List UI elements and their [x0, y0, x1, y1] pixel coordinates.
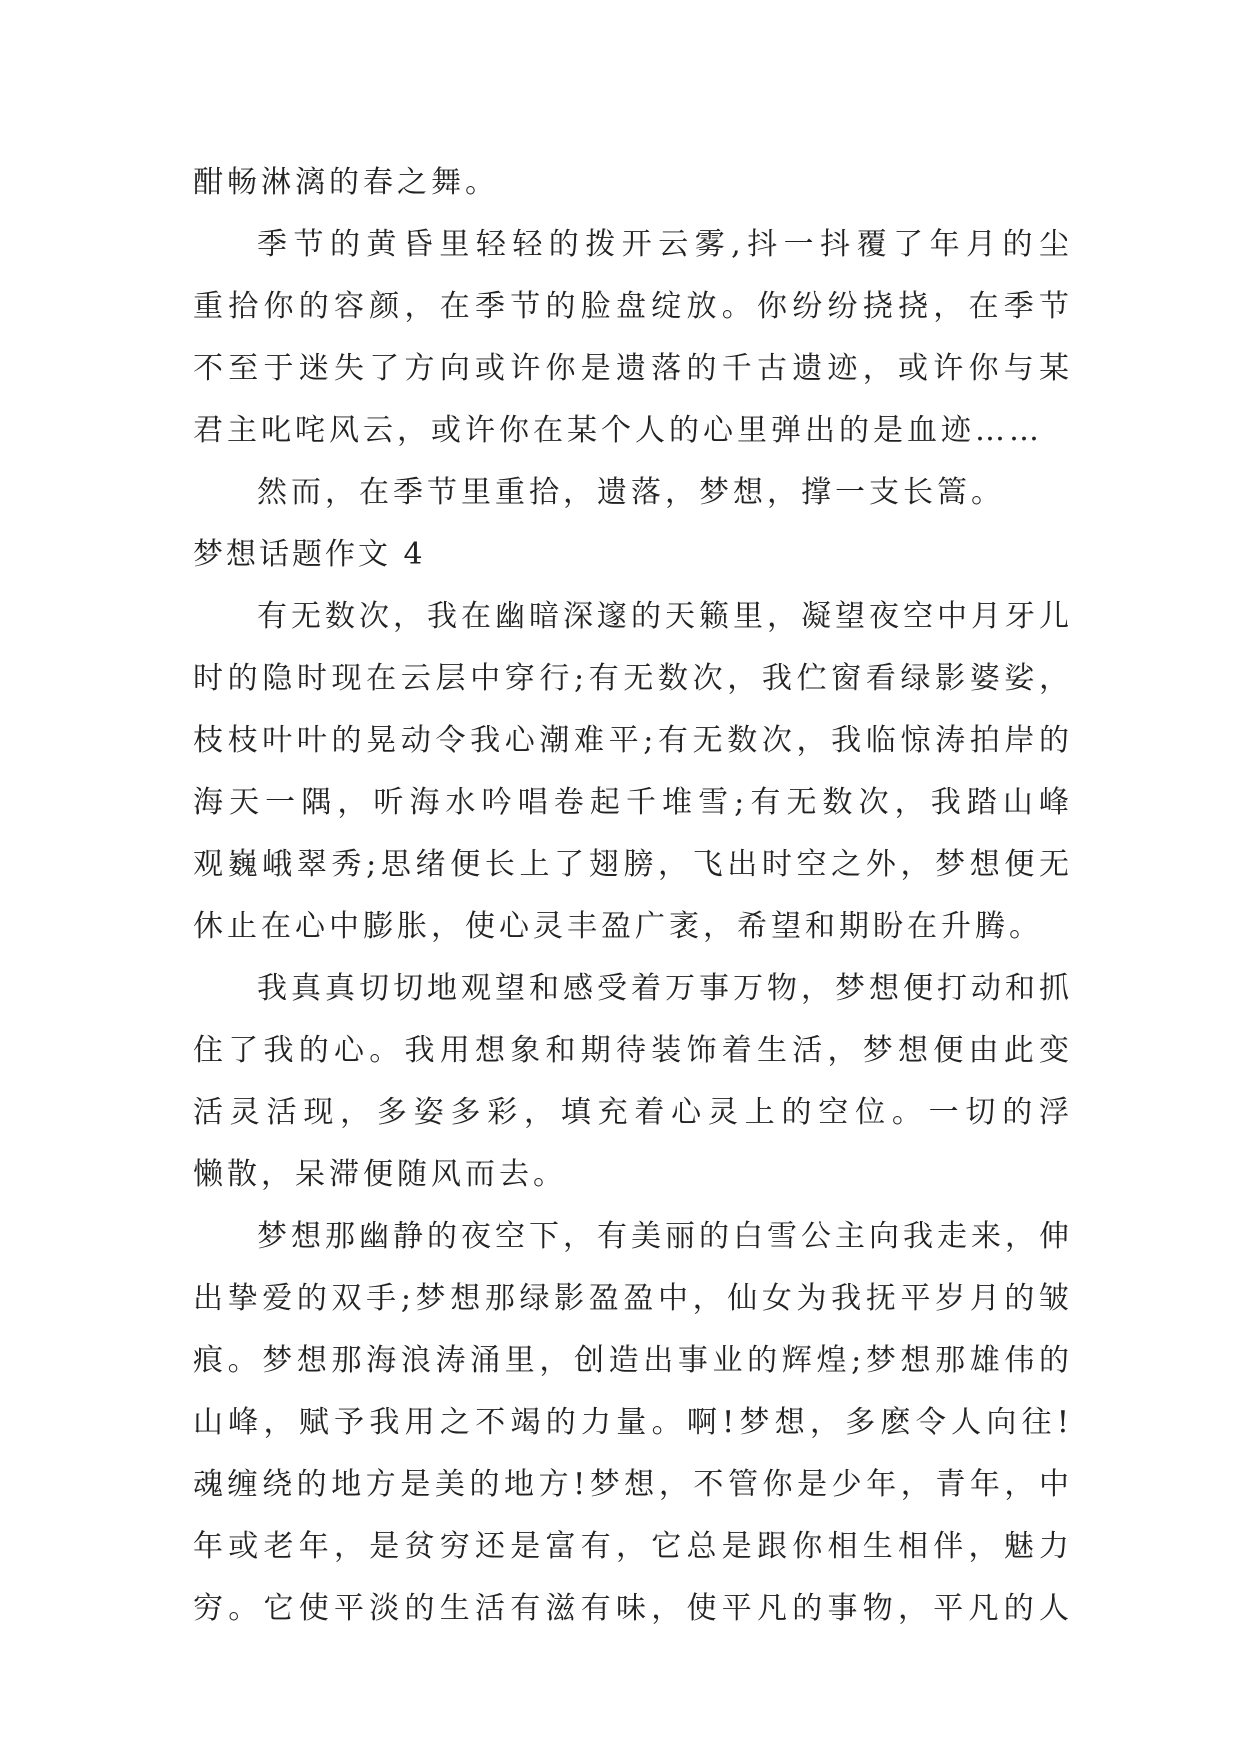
text-line: 活灵活现，多姿多彩，填充着心灵上的空位。一切的浮	[193, 1095, 1073, 1130]
text-line: 重拾你的容颜，在季节的脸盘绽放。你纷纷挠挠，在季节	[193, 289, 1073, 324]
text-line: 山峰，赋予我用之不竭的力量。啊!梦想，多麽令人向往!	[193, 1405, 1073, 1440]
section-heading: 梦想话题作文 4	[193, 537, 426, 572]
text-line: 观巍峨翠秀;思绪便长上了翅膀，飞出时空之外，梦想便无	[193, 847, 1073, 882]
text-line: 季节的黄昏里轻轻的拨开云雾,抖一抖覆了年月的尘	[257, 227, 1073, 262]
text-line: 有无数次，我在幽暗深邃的天籁里，凝望夜空中月牙儿	[257, 599, 1073, 634]
text-line: 年或老年，是贫穷还是富有，它总是跟你相生相伴，魅力	[193, 1529, 1073, 1564]
text-line: 不至于迷失了方向或许你是遗落的千古遗迹，或许你与某	[193, 351, 1073, 386]
text-line: 君主叱咤风云，或许你在某个人的心里弹出的是血迹……	[193, 413, 1043, 448]
text-line: 住了我的心。我用想象和期待装饰着生活，梦想便由此变	[193, 1033, 1073, 1068]
text-line: 我真真切切地观望和感受着万事万物，梦想便打动和抓	[257, 971, 1073, 1006]
text-line: 梦想那幽静的夜空下，有美丽的白雪公主向我走来，伸	[257, 1219, 1073, 1254]
text-line: 懒散，呆滞便随风而去。	[193, 1157, 567, 1192]
text-line: 痕。梦想那海浪涛涌里，创造出事业的辉煌;梦想那雄伟的	[193, 1343, 1073, 1378]
text-line: 时的隐时现在云层中穿行;有无数次，我伫窗看绿影婆娑，	[193, 661, 1073, 696]
document-body	[193, 152, 1073, 1640]
text-line: 穷。它使平淡的生活有滋有味，使平凡的事物，平凡的人	[193, 1591, 1073, 1626]
text-line: 枝枝叶叶的晃动令我心潮难平;有无数次，我临惊涛拍岸的	[193, 723, 1073, 758]
text-line: 海天一隅，听海水吟唱卷起千堆雪;有无数次，我踏山峰	[193, 785, 1073, 820]
text-line: 酣畅淋漓的春之舞。	[193, 165, 499, 200]
text-line: 魂缠绕的地方是美的地方!梦想，不管你是少年，青年，中	[193, 1467, 1073, 1502]
text-line: 休止在心中膨胀，使心灵丰盈广袤，希望和期盼在升腾。	[193, 909, 1043, 944]
text-line: 然而，在季节里重拾，遗落，梦想，撑一支长篙。	[257, 475, 1005, 510]
text-line: 出挚爱的双手;梦想那绿影盈盈中，仙女为我抚平岁月的皱	[193, 1281, 1073, 1316]
